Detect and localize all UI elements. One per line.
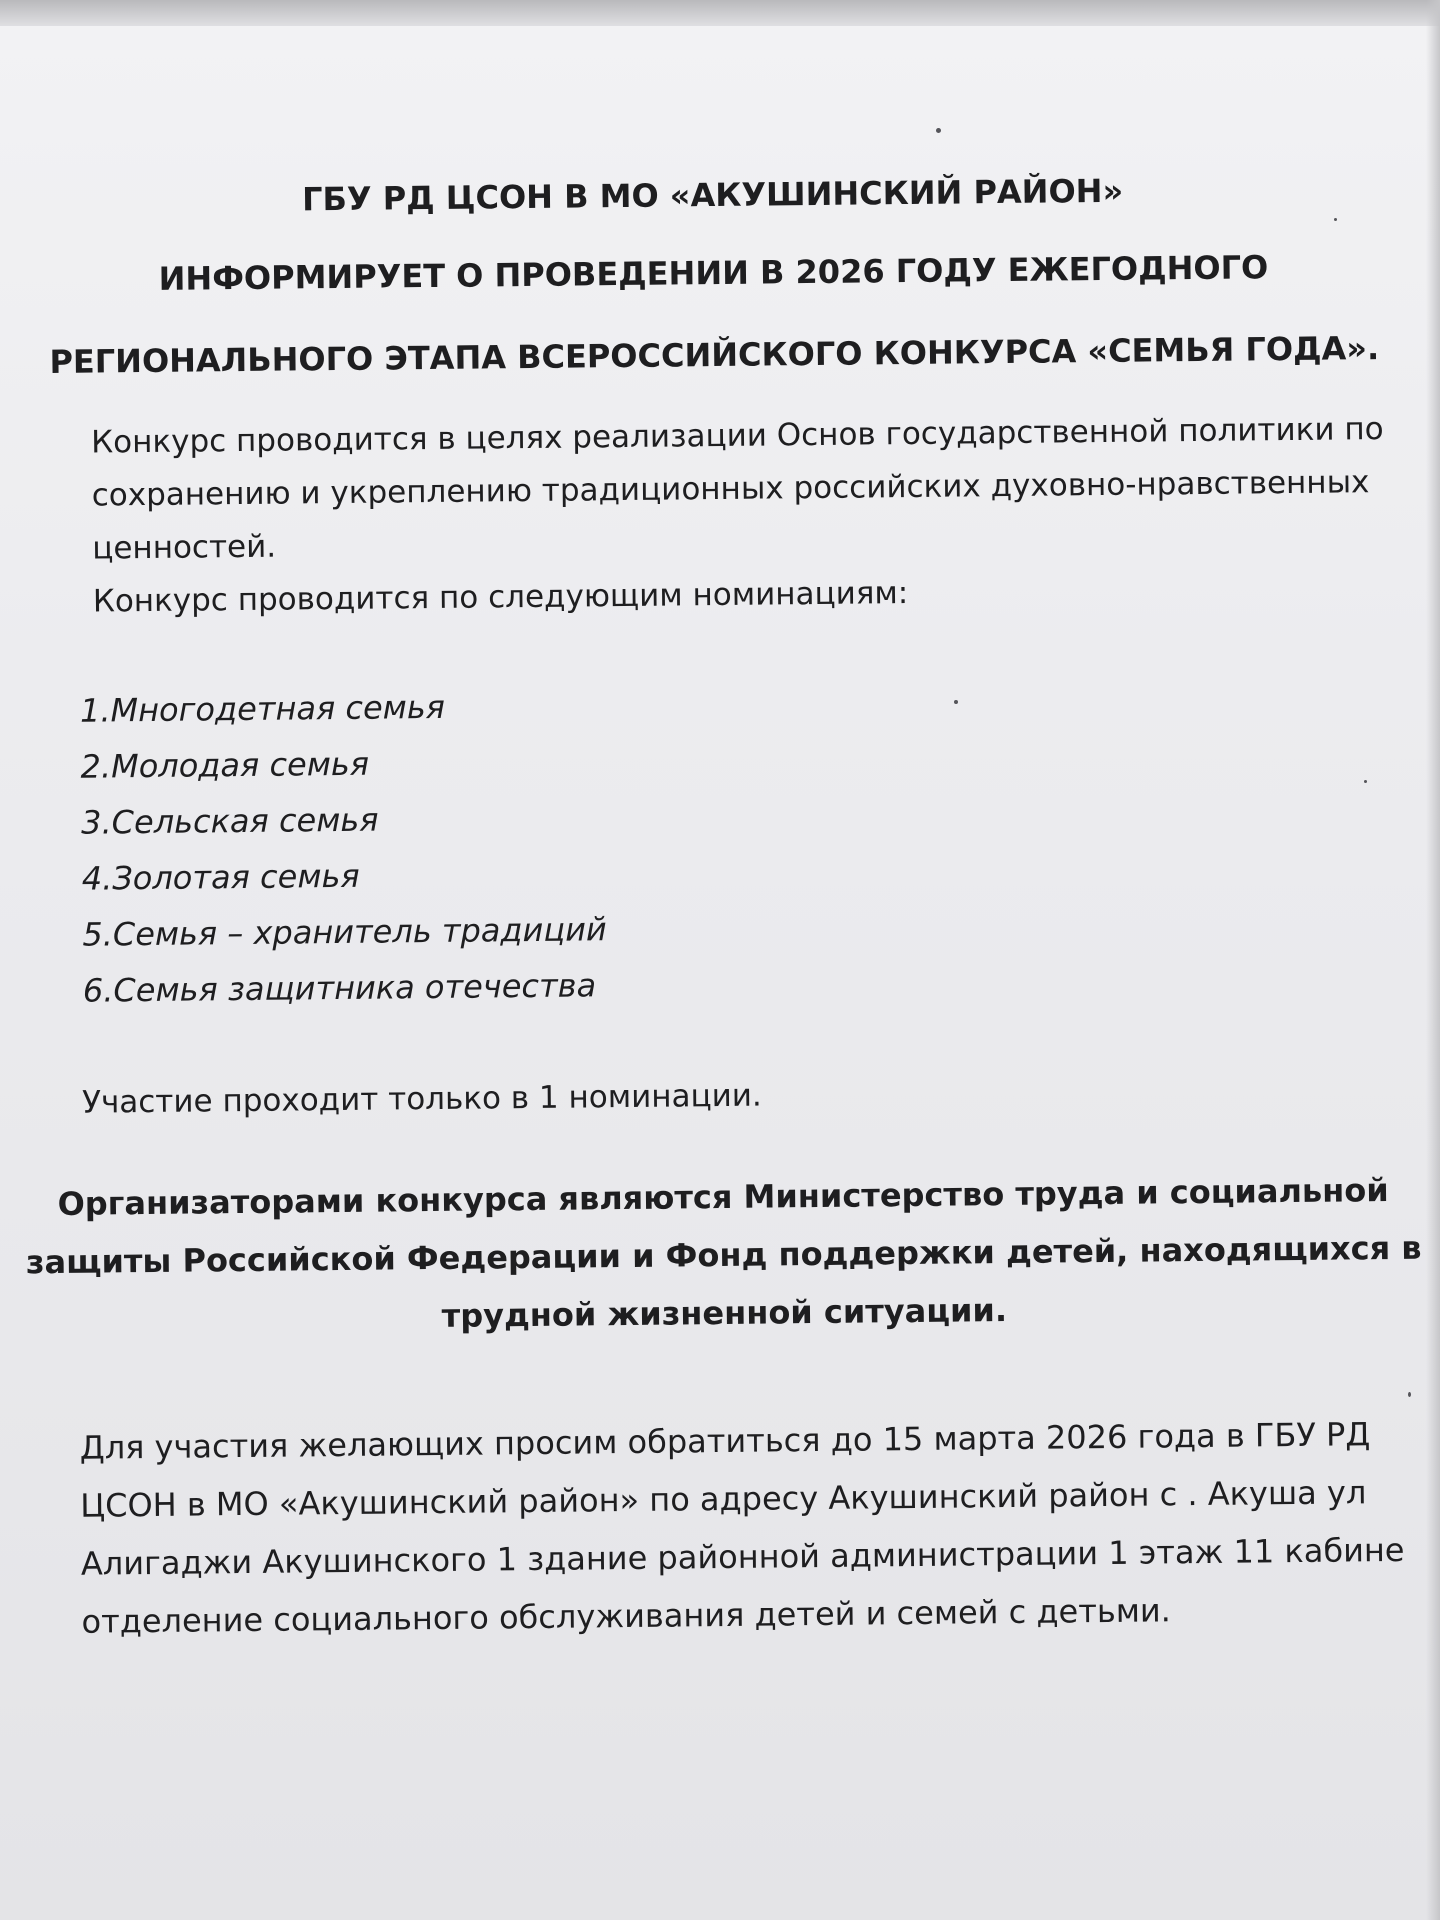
nomination-item: 6.Семья защитника отечества (82, 966, 597, 1010)
header-line-3: РЕГИОНАЛЬНОГО ЭТАПА ВСЕРОССИЙСКОГО КОНКУРСА «СЕМЬЯ ГОДА». (49, 329, 1380, 381)
paper-speck (954, 700, 958, 704)
paper-speck (1364, 780, 1367, 783)
nominations-list (80, 677, 608, 1018)
paper-speck (936, 128, 941, 133)
intro-line-3: ценностей. (92, 528, 277, 567)
nomination-item: 2.Молодая семья (80, 744, 370, 786)
organizers-line-3: трудной жизненной ситуации. (441, 1291, 1008, 1335)
nominations-intro: Конкурс проводится по следующим номинациям: (92, 575, 909, 620)
contact-line-3: Алигаджи Акушинского 1 здание районной администрации 1 этаж 11 кабине (80, 1530, 1405, 1583)
paper-speck (1334, 218, 1337, 221)
paper-speck (1408, 1392, 1411, 1397)
contact-line-1: Для участия желающих просим обратиться до 15 марта 2026 года в ГБУ РД (79, 1415, 1371, 1467)
nomination-item: 5.Семья – хранитель традиций (82, 910, 607, 954)
intro-line-1: Конкурс проводится в целях реализации Основ государственной политики по (90, 411, 1384, 461)
intro-paragraph (91, 403, 1386, 629)
organizers-line-2: защиты Российской Федерации и Фонд поддержки детей, находящихся в (25, 1228, 1422, 1282)
contact-line-2: ЦСОН в МО «Акушинский район» по адресу Акушинский район с . Акуша ул (80, 1473, 1367, 1525)
contact-paragraph (79, 1405, 1405, 1651)
intro-line-2: сохранению и укреплению традиционных российских духовно-нравственных (91, 464, 1370, 514)
header-line-2: ИНФОРМИРУЕТ О ПРОВЕДЕНИИ В 2026 ГОДУ ЕЖЕГОДНОГО (158, 248, 1269, 298)
participation-note: Участие проходит только в 1 номинации. (81, 1077, 762, 1121)
organizers-paragraph (3, 1160, 1440, 1349)
nomination-item: 3.Сельская семья (80, 800, 379, 842)
nomination-item: 1.Многодетная семья (79, 687, 446, 730)
header-line-1: ГБУ РД ЦСОН В МО «АКУШИНСКИЙ РАЙОН» (301, 171, 1124, 219)
organizers-line-1: Организаторами конкурса являются Министерство труда и социальной (57, 1171, 1389, 1223)
nomination-item: 4.Золотая семья (81, 856, 360, 898)
contact-line-4: отделение социального обслуживания детей и семей с детьми. (81, 1591, 1172, 1641)
